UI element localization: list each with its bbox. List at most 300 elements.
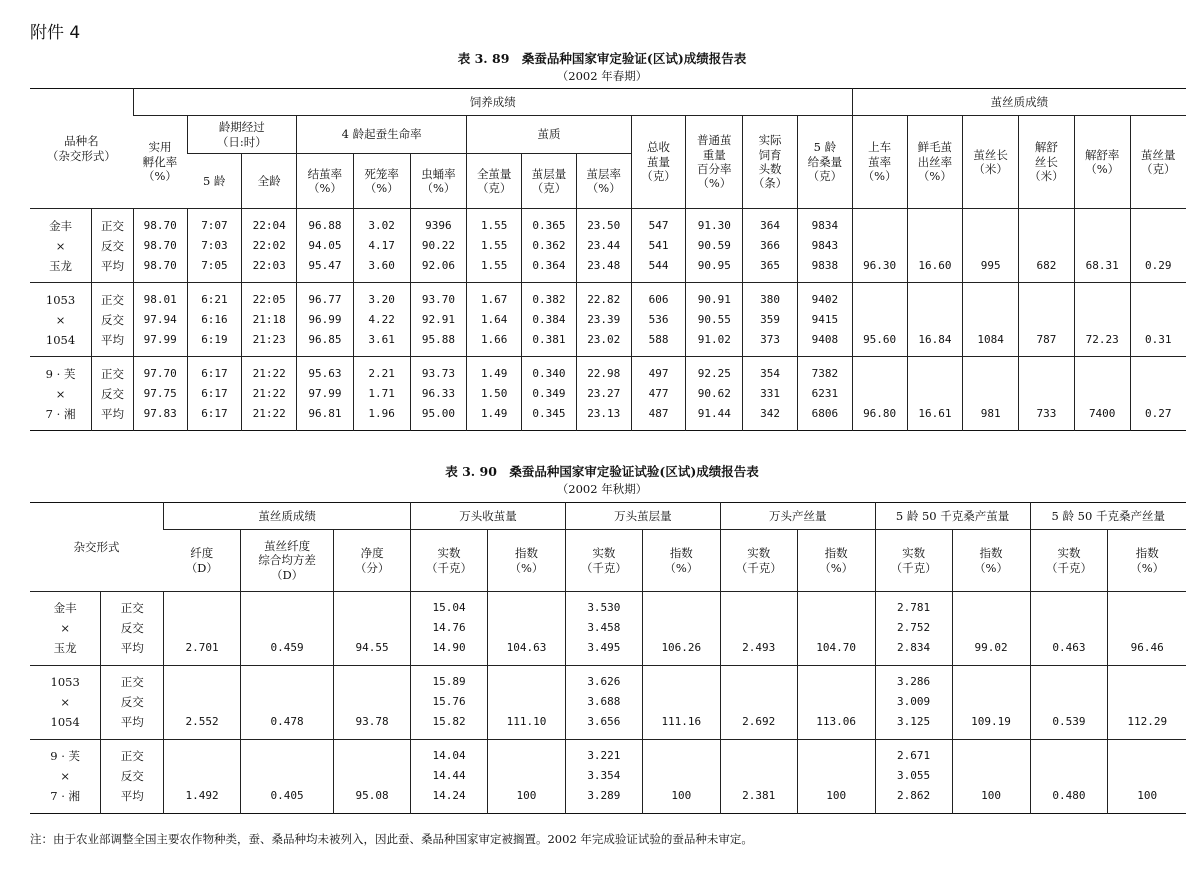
data-cell-line: 342	[760, 407, 780, 420]
data-cell	[642, 666, 720, 740]
data-cell-line: 365	[760, 259, 780, 272]
dead-rate-header: 死笼率 （%）	[353, 154, 410, 209]
data-cell-line	[1075, 310, 1130, 330]
data-cell	[631, 357, 686, 431]
data-cell-line	[488, 672, 565, 692]
data-cell-line: 104.63	[506, 641, 547, 654]
data-cell	[720, 592, 797, 666]
data-cell-line: 3.530	[587, 601, 621, 614]
data-cell-line	[1075, 236, 1130, 256]
data-cell	[1030, 592, 1108, 666]
data-cell-line: 3.61	[368, 333, 395, 346]
data-cell-line	[963, 310, 1018, 330]
data-cell	[297, 357, 354, 431]
data-cell-line: 23.48	[587, 259, 621, 272]
data-cell	[1074, 209, 1130, 283]
data-cell	[187, 209, 242, 283]
data-cell-line: 0.382	[532, 293, 566, 306]
data-cell-line: 100	[1137, 789, 1158, 802]
table1-caption	[0, 49, 1204, 84]
data-cell-line: 91.02	[697, 333, 731, 346]
data-cell-line	[1031, 598, 1108, 618]
data-cell-line: 22.82	[587, 293, 621, 306]
data-cell-line: 373	[760, 333, 780, 346]
data-cell-line: 100	[826, 789, 847, 802]
data-cell-line	[853, 384, 907, 404]
data-cell-line: 0.384	[532, 313, 566, 326]
variety-name-line: 金丰	[49, 219, 73, 233]
data-cell	[411, 740, 488, 814]
cross-type	[92, 283, 134, 357]
real-header: 实数 （千克）	[720, 530, 797, 592]
autumn-results-table	[30, 502, 1186, 814]
table2-title: 表 3. 90 桑蚕品种国家审定验证试验(区试)成绩报告表	[445, 464, 759, 479]
data-cell-line: 99.02	[974, 641, 1008, 654]
table2-caption	[0, 462, 1204, 497]
data-cell	[1019, 283, 1075, 357]
data-cell	[241, 666, 334, 740]
data-cell	[242, 209, 297, 283]
hatch-rate-header: 实用 孵化率 （%）	[133, 116, 187, 209]
data-cell-line	[643, 618, 720, 638]
data-cell	[565, 740, 642, 814]
cross-type-line: 正交	[100, 219, 124, 233]
cross-type	[101, 666, 164, 740]
data-cell-line	[643, 692, 720, 712]
data-cell	[487, 740, 565, 814]
variety-name-line: 9 · 芙	[50, 749, 81, 763]
data-cell-line: 95.60	[863, 333, 897, 346]
data-cell-line	[488, 766, 565, 786]
data-cell-line: 91.44	[697, 407, 731, 420]
data-cell-line: 0.405	[270, 789, 304, 802]
data-cell-line: 97.99	[143, 333, 177, 346]
data-cell	[797, 740, 875, 814]
table-row	[30, 283, 1186, 357]
data-cell-line: 3.289	[587, 789, 621, 802]
data-cell-line: 3.20	[368, 293, 395, 306]
data-cell-line	[1075, 290, 1130, 310]
data-cell-line: 2.692	[742, 715, 776, 728]
data-cell-line: 98.70	[143, 219, 177, 232]
cocooning-rate-header: 结茧率 （%）	[297, 154, 354, 209]
real-header: 实数 （千克）	[1030, 530, 1108, 592]
non-break-rate-header: 解舒率 （%）	[1074, 116, 1130, 209]
data-cell	[164, 740, 241, 814]
data-cell-line	[1131, 364, 1186, 384]
data-cell-line: 2.671	[897, 749, 931, 762]
data-cell-line	[488, 598, 565, 618]
data-cell	[1019, 357, 1075, 431]
data-cell-line	[721, 766, 797, 786]
data-cell-line: 3.009	[897, 695, 931, 708]
data-cell-line	[334, 618, 410, 638]
data-cell	[743, 209, 798, 283]
data-cell-line: 364	[760, 219, 780, 232]
data-cell-line	[1019, 384, 1074, 404]
data-cell-line: 6:17	[201, 367, 228, 380]
data-cell-line: 21:23	[252, 333, 286, 346]
data-cell-line: 477	[648, 387, 669, 400]
data-cell-line: 606	[648, 293, 669, 306]
cross-type-line: 正交	[120, 675, 144, 689]
data-cell-line: 98.70	[143, 259, 177, 272]
data-cell-line: 3.626	[587, 675, 621, 688]
data-cell-line	[1019, 290, 1074, 310]
variety-name-line: 7 · 湘	[45, 407, 76, 421]
index-header: 指数 （%）	[642, 530, 720, 592]
data-cell-line	[164, 598, 240, 618]
data-cell-line: 1.96	[368, 407, 395, 420]
table-row	[30, 592, 1186, 666]
data-cell	[242, 283, 297, 357]
data-cell	[487, 666, 565, 740]
data-cell-line: 95.47	[308, 259, 342, 272]
data-cell	[852, 283, 907, 357]
data-cell	[952, 666, 1030, 740]
cross-type-line: 平均	[120, 641, 144, 655]
data-cell	[952, 592, 1030, 666]
data-cell	[963, 357, 1019, 431]
data-cell-line: 354	[760, 367, 780, 380]
data-cell-line: 93.78	[355, 715, 389, 728]
data-cell-line	[1131, 236, 1186, 256]
data-cell-line: 541	[648, 239, 669, 252]
data-cell-line: 92.25	[697, 367, 731, 380]
data-cell-line: 1.492	[185, 789, 219, 802]
data-cell-line	[953, 766, 1030, 786]
footnote: 注：由于农业部调整全国主要农作物种类，蚕、桑品种均未被列入，因此蚕、桑品种国家审定被搁置。2002 年完成验证试验的蚕品种未审定。	[30, 832, 753, 846]
data-cell-line: 2.493	[742, 641, 776, 654]
data-cell	[133, 209, 187, 283]
data-cell-line: 359	[760, 313, 780, 326]
data-cell-line	[1019, 364, 1074, 384]
index-header: 指数 （%）	[952, 530, 1030, 592]
raw-silk-header: 鲜毛茧 出丝率 （%）	[907, 116, 963, 209]
data-cell-line: 0.480	[1052, 789, 1086, 802]
data-cell-line: 1.66	[480, 333, 508, 346]
cross-type	[101, 740, 164, 814]
data-cell-line: 109.19	[971, 715, 1011, 728]
data-cell-line: 9838	[811, 259, 839, 272]
data-cell-line: 95.88	[421, 333, 455, 346]
data-cell	[875, 666, 952, 740]
data-cell-line: 497	[648, 367, 669, 380]
data-cell-line	[721, 618, 797, 638]
data-cell	[576, 209, 631, 283]
cross-type-line: 反交	[100, 313, 124, 327]
data-cell-line: 6806	[811, 407, 839, 420]
data-cell-line: 23.39	[587, 313, 621, 326]
data-cell-line: 3.221	[587, 749, 621, 762]
data-cell-line	[1108, 618, 1186, 638]
data-cell-line: 98.70	[143, 239, 177, 252]
table-row	[30, 740, 1186, 814]
data-cell	[720, 740, 797, 814]
variety-name-line: 1054	[50, 715, 80, 729]
data-cell-line	[164, 766, 240, 786]
data-cell-line: 15.04	[432, 601, 466, 614]
data-cell	[522, 357, 577, 431]
data-cell	[1030, 740, 1108, 814]
data-cell-line	[1108, 766, 1186, 786]
data-cell-line: 7:05	[201, 259, 228, 272]
data-cell-line	[241, 692, 333, 712]
data-cell-line: 2.781	[897, 601, 931, 614]
data-cell-line: 111.10	[506, 715, 547, 728]
data-cell-line: 14.44	[432, 769, 466, 782]
data-cell-line: 100	[671, 789, 692, 802]
variety-name-line: ×	[55, 313, 66, 327]
shell-weight-header: 茧层量 （克）	[522, 154, 577, 209]
table1-subtitle: （2002 年春期）	[556, 69, 648, 83]
data-cell	[334, 592, 411, 666]
data-cell-line: 23.50	[587, 219, 621, 232]
data-cell	[797, 592, 875, 666]
data-cell-line: 100	[981, 789, 1001, 802]
survival-header: 4 龄起蚕生命率	[297, 116, 467, 154]
data-cell-line	[241, 598, 333, 618]
cross-type-line: 正交	[120, 601, 144, 615]
data-cell-line: 97.83	[143, 407, 177, 420]
variety-name	[30, 592, 101, 666]
data-cell-line: 15.89	[432, 675, 466, 688]
data-cell-line	[1019, 310, 1074, 330]
cross-type-line: 平均	[100, 333, 124, 347]
pupa-rate-header: 虫蛹率 （%）	[410, 154, 467, 209]
data-cell	[353, 357, 410, 431]
data-cell	[1074, 283, 1130, 357]
variety-name-line: 1053	[50, 675, 80, 689]
variety-name	[30, 209, 92, 283]
variety-name-line: ×	[60, 769, 70, 783]
data-cell-line	[1031, 766, 1108, 786]
data-cell	[743, 283, 798, 357]
data-cell-line: 111.16	[661, 715, 702, 728]
data-cell-line: 94.55	[355, 641, 389, 654]
data-cell-line	[1108, 672, 1186, 692]
data-cell-line: 6:17	[201, 407, 228, 420]
data-cell-line	[908, 236, 963, 256]
data-cell-line: 96.88	[308, 219, 342, 232]
index-header: 指数 （%）	[797, 530, 875, 592]
data-cell-line	[963, 216, 1018, 236]
data-cell	[410, 283, 467, 357]
silk-quality-header: 茧丝质成绩	[852, 89, 1186, 116]
variety-name	[30, 357, 92, 431]
data-cell	[642, 740, 720, 814]
denier-header: 纤度 （D）	[164, 530, 241, 592]
data-cell	[410, 357, 467, 431]
normal-cocoon-header: 普通茧 重量 百分率 （%）	[686, 116, 743, 209]
cross-header: 杂交形式	[30, 503, 164, 592]
data-cell-line: 1.64	[480, 313, 508, 326]
data-cell	[907, 209, 963, 283]
data-cell-line: 0.365	[532, 219, 566, 232]
data-cell-line: 588	[648, 333, 669, 346]
data-cell-line: 0.349	[532, 387, 566, 400]
actual-count-header: 实际 饲育 头数 （条）	[743, 116, 798, 209]
data-cell-line: 93.70	[421, 293, 455, 306]
data-cell-line	[1075, 384, 1130, 404]
data-cell-line: 22:04	[252, 219, 286, 232]
data-cell-line: 3.656	[587, 715, 621, 728]
data-cell-line: 1.55	[480, 219, 508, 232]
variety-name-line: 1053	[45, 293, 76, 307]
data-cell	[631, 209, 686, 283]
data-cell-line	[721, 598, 797, 618]
data-cell	[576, 283, 631, 357]
attachment-label: 附件 4	[30, 23, 81, 43]
data-cell	[852, 357, 907, 431]
data-cell-line	[908, 364, 963, 384]
variety-name	[30, 666, 101, 740]
data-cell	[411, 666, 488, 740]
filament-length-header: 茧丝长 （米）	[963, 116, 1019, 209]
data-cell	[720, 666, 797, 740]
data-cell-line: 1.67	[480, 293, 508, 306]
variety-name-line: ×	[60, 621, 70, 635]
cross-type-line: 平均	[120, 789, 144, 803]
data-cell-line	[908, 310, 963, 330]
data-cell-line: 23.13	[587, 407, 621, 420]
data-cell	[631, 283, 686, 357]
data-cell-line: 9396	[425, 219, 452, 232]
data-cell-line	[721, 692, 797, 712]
data-cell	[334, 740, 411, 814]
variety-name-line: ×	[55, 239, 66, 253]
data-cell	[133, 283, 187, 357]
data-cell-line	[241, 766, 333, 786]
data-cell-line: 100	[516, 789, 537, 802]
data-cell-line	[1031, 672, 1108, 692]
data-cell-line: 95.63	[308, 367, 342, 380]
cocoon-quality-header: 茧质	[467, 116, 631, 154]
data-cell	[797, 357, 852, 431]
data-cell-line	[164, 746, 240, 766]
data-cell-line	[1019, 236, 1074, 256]
data-cell	[1108, 666, 1186, 740]
data-cell-line	[164, 692, 240, 712]
table-row	[30, 209, 1186, 283]
spring-results-table	[30, 88, 1186, 431]
data-cell-line: 0.463	[1052, 641, 1086, 654]
data-cell-line: 331	[760, 387, 780, 400]
data-cell-line: 3.60	[368, 259, 395, 272]
data-cell	[297, 209, 354, 283]
data-cell-line: 3.495	[587, 641, 621, 654]
data-cell-line: 22.98	[587, 367, 621, 380]
data-cell-line	[853, 236, 907, 256]
data-cell	[1130, 283, 1186, 357]
data-cell-line: 112.29	[1127, 715, 1168, 728]
data-cell	[907, 357, 963, 431]
data-cell	[852, 209, 907, 283]
data-cell-line	[721, 672, 797, 692]
data-cell-line: 2.21	[368, 367, 395, 380]
data-cell-line: 90.91	[697, 293, 731, 306]
data-cell	[1130, 209, 1186, 283]
data-cell-line: 3.02	[368, 219, 395, 232]
silk-quality-header-2: 茧丝质成绩	[164, 503, 411, 530]
data-cell-line: 96.33	[421, 387, 455, 400]
data-cell	[522, 209, 577, 283]
data-cell	[565, 592, 642, 666]
data-cell-line: 995	[980, 259, 1001, 272]
data-cell-line: 93.73	[421, 367, 455, 380]
data-cell-line	[488, 746, 565, 766]
data-cell	[522, 283, 577, 357]
data-cell-line: 95.00	[421, 407, 455, 420]
data-cell-line: 536	[648, 313, 669, 326]
data-cell	[241, 740, 334, 814]
data-cell-line	[1031, 618, 1108, 638]
data-cell	[797, 283, 852, 357]
data-cell-line: 90.55	[697, 313, 731, 326]
data-cell-line: 9834	[811, 219, 839, 232]
data-cell-line	[953, 746, 1030, 766]
data-cell-line: 97.99	[308, 387, 342, 400]
shell-ratio-header: 茧层率 （%）	[576, 154, 631, 209]
data-cell-line: 7400	[1088, 407, 1116, 420]
data-cell-line: 96.30	[863, 259, 897, 272]
data-cell	[241, 592, 334, 666]
data-cell	[164, 592, 241, 666]
data-cell-line: 7:07	[201, 219, 228, 232]
data-cell	[297, 283, 354, 357]
data-cell-line: 544	[648, 259, 669, 272]
data-cell-line: 0.345	[532, 407, 566, 420]
data-cell-line	[853, 364, 907, 384]
cross-type-line: 正交	[100, 367, 124, 381]
data-cell	[1108, 592, 1186, 666]
cross-type	[92, 357, 134, 431]
data-cell-line	[1131, 384, 1186, 404]
data-cell-line: 2.834	[897, 641, 931, 654]
data-cell-line: 0.31	[1145, 333, 1172, 346]
instar5-header: 5 龄	[187, 154, 242, 209]
data-cell-line: 1.71	[368, 387, 395, 400]
cross-type-line: 平均	[100, 407, 124, 421]
data-cell-line	[798, 746, 875, 766]
data-cell-line: 21:22	[252, 407, 286, 420]
data-cell-line	[908, 290, 963, 310]
data-cell-line: 1.55	[480, 259, 508, 272]
data-cell-line: 682	[1036, 259, 1057, 272]
data-cell-line: 15.76	[432, 695, 466, 708]
data-cell-line	[241, 672, 333, 692]
data-cell-line: 0.539	[1052, 715, 1086, 728]
data-cell	[963, 209, 1019, 283]
data-cell	[963, 283, 1019, 357]
data-cell	[797, 666, 875, 740]
data-cell	[1019, 209, 1075, 283]
variety-name-line: 9 · 芙	[45, 367, 76, 381]
data-cell-line: 3.286	[897, 675, 931, 688]
data-cell-line: 72.23	[1085, 333, 1119, 346]
data-cell-line: 1.49	[480, 407, 508, 420]
data-cell	[334, 666, 411, 740]
data-cell-line: 6231	[811, 387, 839, 400]
data-cell	[133, 357, 187, 431]
data-cell-line	[798, 766, 875, 786]
reeling-rate-header: 上车 茧率 （%）	[852, 116, 907, 209]
cross-type-line: 平均	[100, 259, 124, 273]
data-cell-line: 0.29	[1145, 259, 1172, 272]
data-cell-line: 23.27	[587, 387, 621, 400]
cross-type-line: 反交	[120, 769, 144, 783]
data-cell-line: 733	[1036, 407, 1057, 420]
